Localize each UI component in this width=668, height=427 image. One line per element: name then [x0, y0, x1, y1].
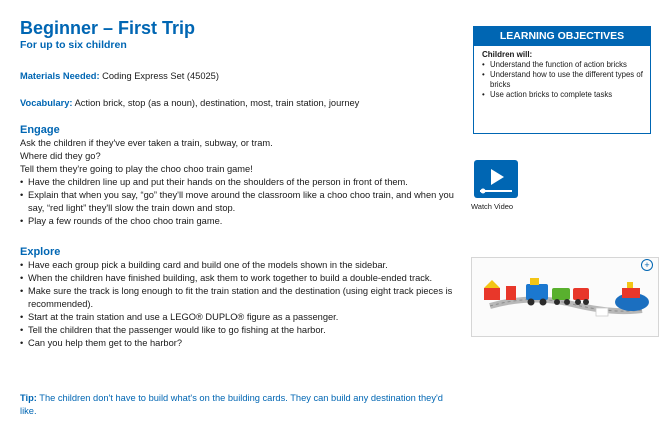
train-models-image — [471, 257, 659, 337]
vocabulary-line — [20, 97, 460, 110]
materials-line — [20, 70, 460, 83]
explore-bullet: • Have each group pick a building card and build one of the models shown in the sidebar. — [20, 259, 460, 272]
engage-bullet: • Play a few rounds of the choo choo train game. — [20, 215, 460, 228]
lesson-content — [20, 18, 460, 51]
explore-bullet: • Tell the children that the passenger would like to go fishing at the harbor. — [20, 324, 460, 337]
engage-list — [20, 176, 460, 228]
vocabulary-text: Action brick, stop (as a noun), destination, most, train station, journey — [72, 98, 360, 108]
explore-heading: Explore — [20, 246, 61, 258]
engage-bullet: • Explain that when you say, “go” they'll move around the classroom like a choo choo train, and when you say, “red light” they'll slow the train down and stop. — [20, 189, 460, 215]
page-subtitle: For up to six children — [20, 39, 127, 51]
engage-heading: Engage — [20, 124, 60, 136]
tip-note — [20, 392, 460, 418]
engage-section — [20, 124, 460, 228]
engage-bullet: • Have the children line up and put their hands on the shoulders of the person in front of them. — [20, 176, 460, 189]
explore-bullet: • Make sure the track is long enough to fit the train station and the destination (using eight track pieces is recommended). — [20, 285, 460, 311]
learning-objectives-box — [473, 26, 651, 134]
explore-section — [20, 246, 460, 350]
objective-item: • Understand the function of action bricks — [482, 60, 644, 70]
objective-item: • Understand how to use the different types of bricks — [482, 70, 644, 90]
learning-objectives-list — [482, 60, 644, 100]
watch-video-label[interactable]: Watch Video — [471, 202, 514, 211]
materials-text: Coding Express Set (45025) — [99, 71, 219, 81]
explore-list — [20, 259, 460, 350]
train-illustration — [472, 258, 658, 336]
watch-video-button[interactable] — [474, 160, 518, 198]
tip-label: Tip: — [20, 393, 37, 404]
vocabulary-label: Vocabulary: — [20, 98, 73, 108]
engage-line: Where did they go? — [20, 151, 101, 161]
materials-label: Materials Needed: — [20, 71, 100, 81]
explore-bullet: • Start at the train station and use a LEGO® DUPLO® figure as a passenger. — [20, 311, 460, 324]
expand-image-icon[interactable]: + — [641, 259, 653, 271]
page-title: Beginner – First Trip — [20, 18, 196, 38]
engage-line: Ask the children if they've ever taken a train, subway, or tram. — [20, 138, 273, 148]
play-icon — [474, 160, 518, 198]
explore-bullet: • When the children have finished building, ask them to work together to build a double-ended track. — [20, 272, 460, 285]
explore-bullet: • Can you help them get to the harbor? — [20, 337, 460, 350]
learning-objectives-subheading: Children will: — [482, 50, 533, 59]
objective-item: • Use action bricks to complete tasks — [482, 90, 644, 100]
learning-objectives-heading: LEARNING OBJECTIVES — [474, 27, 650, 46]
engage-line: Tell them they're going to play the choo choo train game! — [20, 164, 253, 174]
tip-text: The children don't have to build what's on the building cards. They can build any destination they'd like. — [20, 393, 443, 417]
learning-objectives-body — [474, 46, 650, 100]
